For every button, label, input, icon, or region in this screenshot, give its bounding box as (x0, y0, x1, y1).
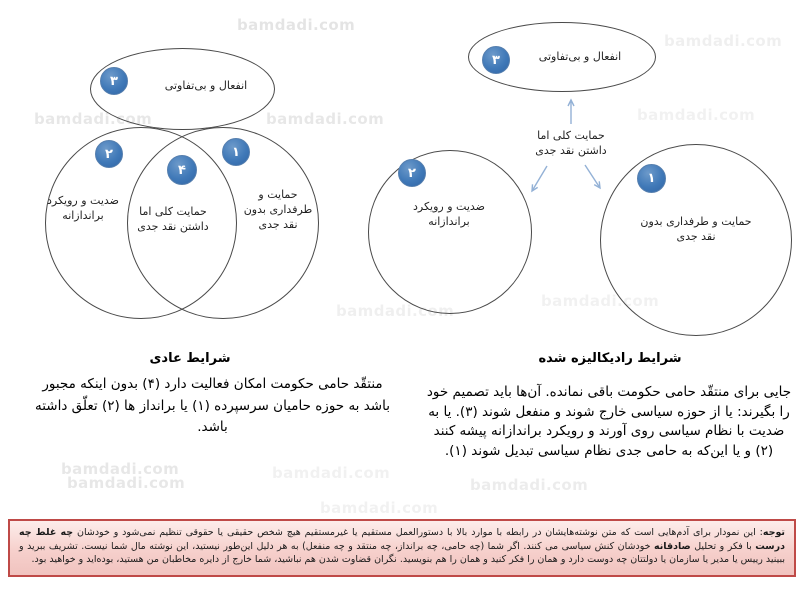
badge-2 (398, 159, 426, 187)
right-circle-opposition (368, 150, 532, 314)
badge-1-number: ۱ (647, 171, 656, 186)
watermark: bamdadi.com (67, 474, 186, 492)
left-heading: شرایط عادی (149, 351, 231, 366)
notice-text: : این نمودار برای آدم‌هایی است که متن نوشته‌هایشان در رابطه با موارد بالا با دستورالعمل مستقیم یا غیرمستقیم هیچ شخص حقیقی یا حقوقی تنظیم نمی‌شود و خودشان (73, 527, 763, 538)
arrow-down-left-icon (532, 166, 547, 191)
badge-3-number: ۳ (492, 52, 500, 68)
badge-4-number: ۴ (178, 162, 186, 178)
watermark: bamdadi.com (637, 106, 756, 124)
badge-1 (637, 164, 666, 193)
watermark: bamdadi.com (237, 16, 356, 34)
watermark: bamdadi.com (266, 110, 385, 128)
notice-bold-wrong-right: چه غلط چه درست (19, 527, 785, 552)
badge-1 (222, 138, 250, 166)
notice-box (8, 519, 796, 577)
watermark: bamdadi.com (272, 464, 391, 482)
watermark: bamdadi.com (664, 32, 783, 50)
left-overlap-label: حمایت کلی اما داشتن نقد جدی (137, 205, 209, 233)
watermark: bamdadi.com (470, 476, 589, 494)
badge-1-number: ۱ (232, 144, 240, 160)
badge-3 (100, 67, 128, 95)
notice-text: با فکر و تحلیل (690, 540, 756, 552)
notice-bold-honest: صادقانه (653, 540, 691, 552)
right-circle-opposition-label: ضدیت و رویکرد براندازانه (412, 200, 485, 228)
left-circle-opposition-label: ضدیت و رویکرد براندازانه (46, 194, 119, 222)
right-paragraph: جایی برای منتقّد حامی حکومت باقی نمانده. آن‌ها باید تصمیم خود را بگیرند: یا از حوزه سیاسی خارج شوند و منفعل شوند (۳). یا به ضدیت با نظام سیاسی روی آورند و رویکرد براندازانه پیشه کنند (۲) و یا این‌که به حامی جدی نظام سیاسی تبدیل شوند (۱). (426, 384, 792, 459)
badge-3-number: ۳ (110, 73, 118, 89)
left-passivity-label: انفعال و بی‌تفاوتی (164, 79, 248, 92)
notice-lead: توجه (762, 527, 785, 538)
notice-text: خودشان کنش سیاسی می کنند. اگر شما (چه حامی، چه برانداز، چه منتقد و چه منفعل) به هر دلیل این‌طور نیستید، این نوشته مال شما نیست. تشریف ببرید و ببینید رییس یا مدیر یا سازمان یا دولتتان چه دوست دارد و همان را فکر کنید و همان را هم بنویسید. نگران قضاوت شدن هم نباشید، شما خارج از دایره مخاطبان من هستید، بوده‌اید و خواهید بود. (19, 540, 785, 565)
watermark: bamdadi.com (336, 302, 455, 320)
right-passivity-label: انفعال و بی‌تفاوتی (538, 50, 622, 63)
watermark: bamdadi.com (541, 292, 660, 310)
watermark: bamdadi.com (61, 460, 180, 478)
right-circle-support-label: حمایت و طرفداری بدون نقد جدی (640, 215, 752, 243)
badge-2-number: ۲ (105, 146, 113, 162)
badge-3 (482, 46, 510, 74)
left-circle-support-label: حمایت و طرفداری بدون نقد جدی (243, 188, 313, 231)
watermark: bamdadi.com (34, 110, 153, 128)
badge-2-number: ۲ (408, 165, 416, 181)
right-center-label: حمایت کلی اما داشتن نقد جدی (535, 129, 607, 157)
left-paragraph: منتقّد حامی حکومت امکان فعالیت دارد (۴) بدون اینکه مجبور باشد به حوزه حامیان سرسپرده (۱) یا برانداز ها (۲) تعلّق داشته باشد. (34, 376, 390, 435)
watermark: bamdadi.com (320, 499, 439, 517)
badge-4 (167, 155, 197, 185)
arrow-down-right-icon (585, 165, 600, 188)
badge-2 (95, 140, 123, 168)
right-heading: شرایط رادیکالیزه شده (538, 351, 682, 366)
